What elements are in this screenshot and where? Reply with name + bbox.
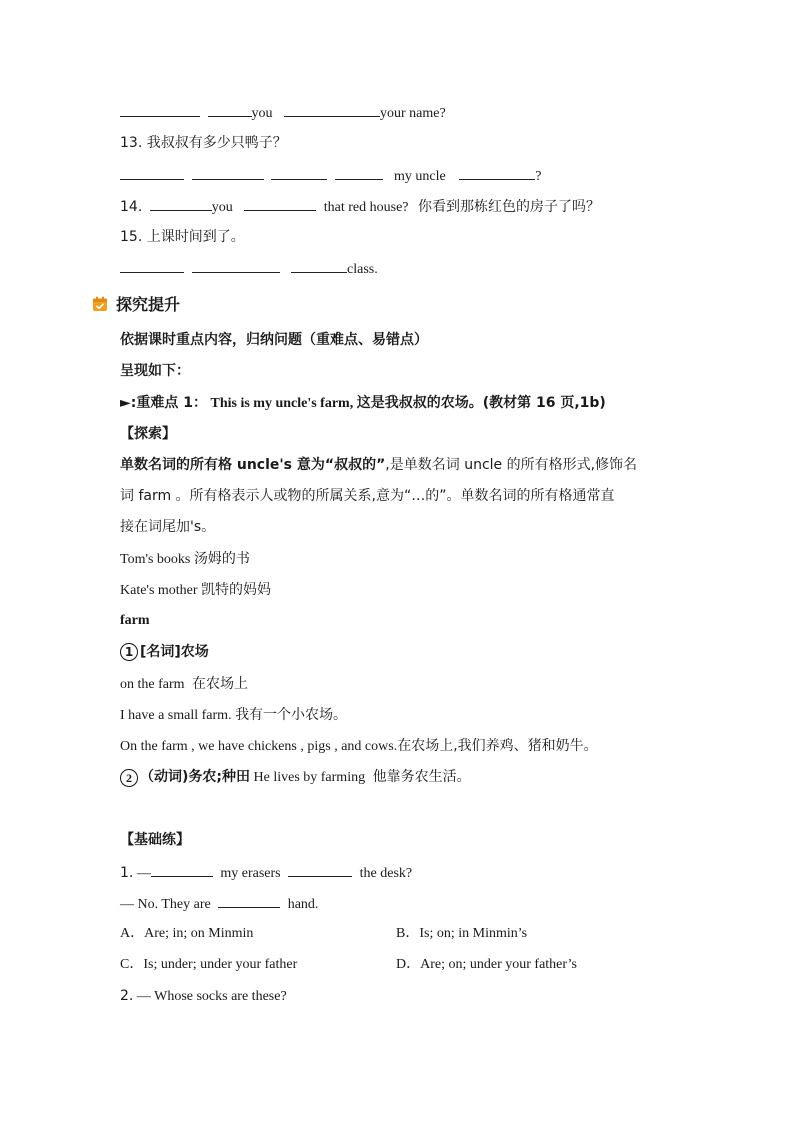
question-number: 13. [120, 135, 143, 151]
answer-blank[interactable] [459, 165, 535, 180]
section-title [92, 292, 180, 315]
example-en: I have a small farm. [120, 708, 232, 723]
answer-blank[interactable] [120, 165, 184, 180]
calendar-icon [92, 296, 108, 312]
sense1-example-1 [120, 674, 248, 695]
q15-answer-line [120, 258, 378, 280]
answer-blank[interactable] [244, 196, 316, 211]
sense1-example-2 [120, 705, 347, 726]
dash: — [136, 866, 151, 881]
question-number: 15. [120, 229, 143, 245]
word-you: you [251, 106, 273, 121]
example-zh: 在农场上,我们养鸡、猪和奶牛。 [397, 738, 598, 754]
intro-line-2: 呈现如下： [120, 363, 190, 379]
option-c[interactable]: C．Is; under; under your father [120, 957, 298, 972]
example-zh: 我有一个小农场。 [235, 707, 348, 723]
answer-blank[interactable] [218, 893, 280, 908]
section-title-text: 探究提升 [116, 295, 181, 314]
explore-heading: 【探索】 [120, 426, 176, 442]
word-you: you [211, 200, 233, 215]
sense-label: [名词]农场 [140, 644, 209, 660]
practice-q2 [120, 986, 287, 1007]
answer-blank[interactable] [335, 165, 383, 180]
q1-mid: my erasers [220, 866, 281, 881]
example-en: On the farm , we have chickens , pigs , and cows. [120, 739, 398, 754]
example-zh: 汤姆的书 [193, 551, 250, 567]
key-point-zh: 这是我叔叔的农场。(教材第 16 页,1b) [356, 395, 606, 411]
question-number: 2. [120, 988, 134, 1004]
option-a[interactable]: A．Are; in; on Minmin [120, 926, 254, 941]
explanation-line-2: 词 farm 。所有格表示人或物的所属关系,意为“…的”。单数名词的所有格通常直 [120, 488, 615, 504]
question-text: 上课时间到了。 [146, 229, 245, 245]
question-text: 我叔叔有多少只鸭子？ [146, 135, 287, 151]
practice-q1 [120, 862, 412, 884]
q1-response-tail: hand. [287, 897, 319, 912]
q1-tail: the desk? [359, 866, 413, 881]
intro-line-1: 依据课时重点内容，归纳问题（重难点、易错点） [120, 332, 428, 348]
explanation-line-1 [120, 455, 637, 475]
example-zh: 他靠务农生活。 [372, 769, 471, 785]
example-zh: 凯特的妈妈 [201, 582, 272, 598]
answer-blank[interactable] [151, 862, 213, 877]
example-en: on the farm [120, 677, 185, 692]
answer-blank[interactable] [192, 165, 264, 180]
option-d[interactable]: D．Are; on; under your father’s [396, 957, 577, 972]
sense-label: （动词)务农;种田 [140, 769, 250, 785]
q15-tail: class. [347, 262, 378, 277]
question-text: 你看到那栋红色的房子了吗？ [418, 199, 601, 215]
explanation-bold: 单数名词的所有格 uncle's 意为“叔叔的” [120, 457, 386, 473]
answer-blank[interactable] [288, 862, 352, 877]
sense-1 [120, 642, 209, 662]
circled-number: 1 [120, 643, 138, 661]
key-point-1 [120, 393, 606, 414]
sense-2 [120, 767, 471, 788]
question-number: 14. [120, 199, 143, 215]
example-2 [120, 580, 271, 601]
key-point-en: This is my uncle's farm, [210, 396, 354, 411]
question-text: — Whose socks are these? [136, 989, 287, 1004]
q13-end: ? [535, 169, 542, 184]
q13-answer-line [120, 165, 541, 187]
explanation-line-3: 接在词尾加's。 [120, 519, 216, 535]
example-zh: 在农场上 [192, 676, 249, 692]
key-point-label: ►:重难点 1： [120, 395, 207, 411]
answer-blank[interactable] [271, 165, 327, 180]
answer-blank[interactable] [192, 258, 280, 273]
explanation-rest: ,是单数名词 uncle 的所有格形式,修饰名 [385, 457, 638, 473]
option-b[interactable]: B．Is; on; in Minmin’s [396, 926, 528, 941]
answer-blank[interactable] [120, 258, 184, 273]
practice-heading: 【基础练】 [120, 832, 190, 848]
circled-number: 2 [120, 769, 138, 787]
sense1-example-3 [120, 736, 598, 757]
q14-mid: that red house? [323, 200, 409, 215]
answer-blank[interactable] [120, 102, 200, 117]
q13-mid: my uncle [394, 169, 446, 184]
answer-blank[interactable] [208, 102, 252, 117]
q14-line [120, 196, 600, 218]
practice-q1-answer [120, 893, 318, 915]
answer-blank[interactable] [150, 196, 212, 211]
question-number: 1. [120, 865, 134, 881]
q12-line [120, 102, 446, 124]
example-1 [120, 549, 250, 570]
answer-blank[interactable] [291, 258, 347, 273]
q15-prompt [120, 227, 245, 247]
q1-response: — No. They are [120, 897, 211, 912]
example-en: Tom's books [120, 552, 191, 567]
q12-tail: your name? [380, 106, 446, 121]
vocab-word: farm [120, 613, 150, 628]
example-en: He lives by farming [253, 770, 366, 785]
answer-blank[interactable] [284, 102, 380, 117]
example-en: Kate's mother [120, 583, 198, 598]
q13-prompt [120, 133, 287, 153]
